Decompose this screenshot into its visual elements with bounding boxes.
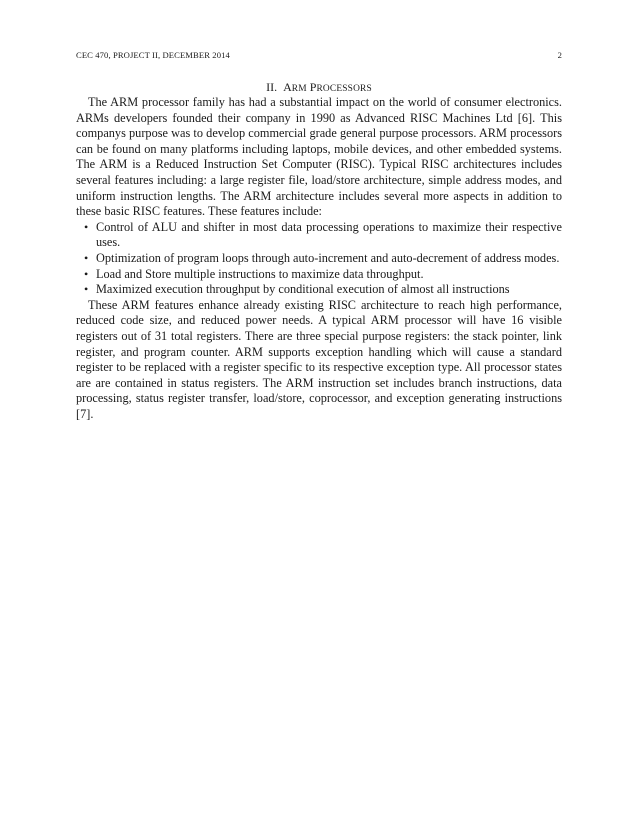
- closing-paragraph: These ARM features enhance already existing RISC architecture to reach high performance, reduced code size, and reduced power needs. A typical ARM processor will have 16 visible registers out of 31 total registers. There are three special purpose registers: the stack pointer, link register, and program counter. ARM supports exception handling which will cause a standard register to be replaced with a register specific to its respective exception type. All processor states are are contained in status registers. The ARM instruction set includes branch instructions, data processing, status register transfer, load/store, coprocessor, and exception generating instructions [7].: [76, 297, 562, 421]
- feature-list-item: [76, 251, 562, 267]
- bullet-icon: •: [84, 250, 89, 265]
- running-title: CEC 470, PROJECT II, DECEMBER 2014: [76, 50, 230, 60]
- section-numeral: II.: [266, 80, 278, 94]
- page-number: 2: [557, 50, 562, 60]
- feature-text: Control of ALU and shifter in most data processing operations to maximize their respective uses.: [96, 219, 562, 250]
- running-header: [76, 50, 562, 61]
- feature-list-item: [76, 220, 562, 251]
- feature-list-item: [76, 267, 562, 283]
- section-body: [76, 95, 562, 422]
- bullet-icon: •: [84, 219, 89, 234]
- section-title-small-rocessors: ROCESSORS: [316, 84, 372, 94]
- section-title-cap-p: P: [309, 80, 317, 94]
- bullet-icon: •: [84, 282, 89, 297]
- feature-text: Maximized execution throughput by conditional execution of almost all instructions: [96, 282, 510, 297]
- feature-list: [76, 220, 562, 298]
- feature-text: Load and Store multiple instructions to maximize data throughput.: [96, 266, 424, 281]
- section-title-small-rm: RM: [291, 84, 307, 94]
- feature-list-item: [76, 282, 562, 298]
- intro-paragraph: The ARM processor family has had a substantial impact on the world of consumer electronics. ARMs developers founded their company in 1990 as Advanced RISC Machines Ltd [6]. This companys purpose was to develop commercial grade general purpose processors. ARM processors can be found on many platforms including laptops, mobile devices, and other embedded systems. The ARM is a Reduced Instruction Set Computer (RISC). Typical RISC architectures includes several features including: a large register file, load/store architecture, simple address modes, and uniform instruction lengths. The ARM architecture includes several more aspects in addition to these basic RISC features. These features include:: [76, 95, 562, 219]
- bullet-icon: •: [84, 266, 89, 281]
- feature-text: Optimization of program loops through auto-increment and auto-decrement of address modes.: [96, 250, 560, 265]
- section-title-cap-a: A: [283, 80, 292, 94]
